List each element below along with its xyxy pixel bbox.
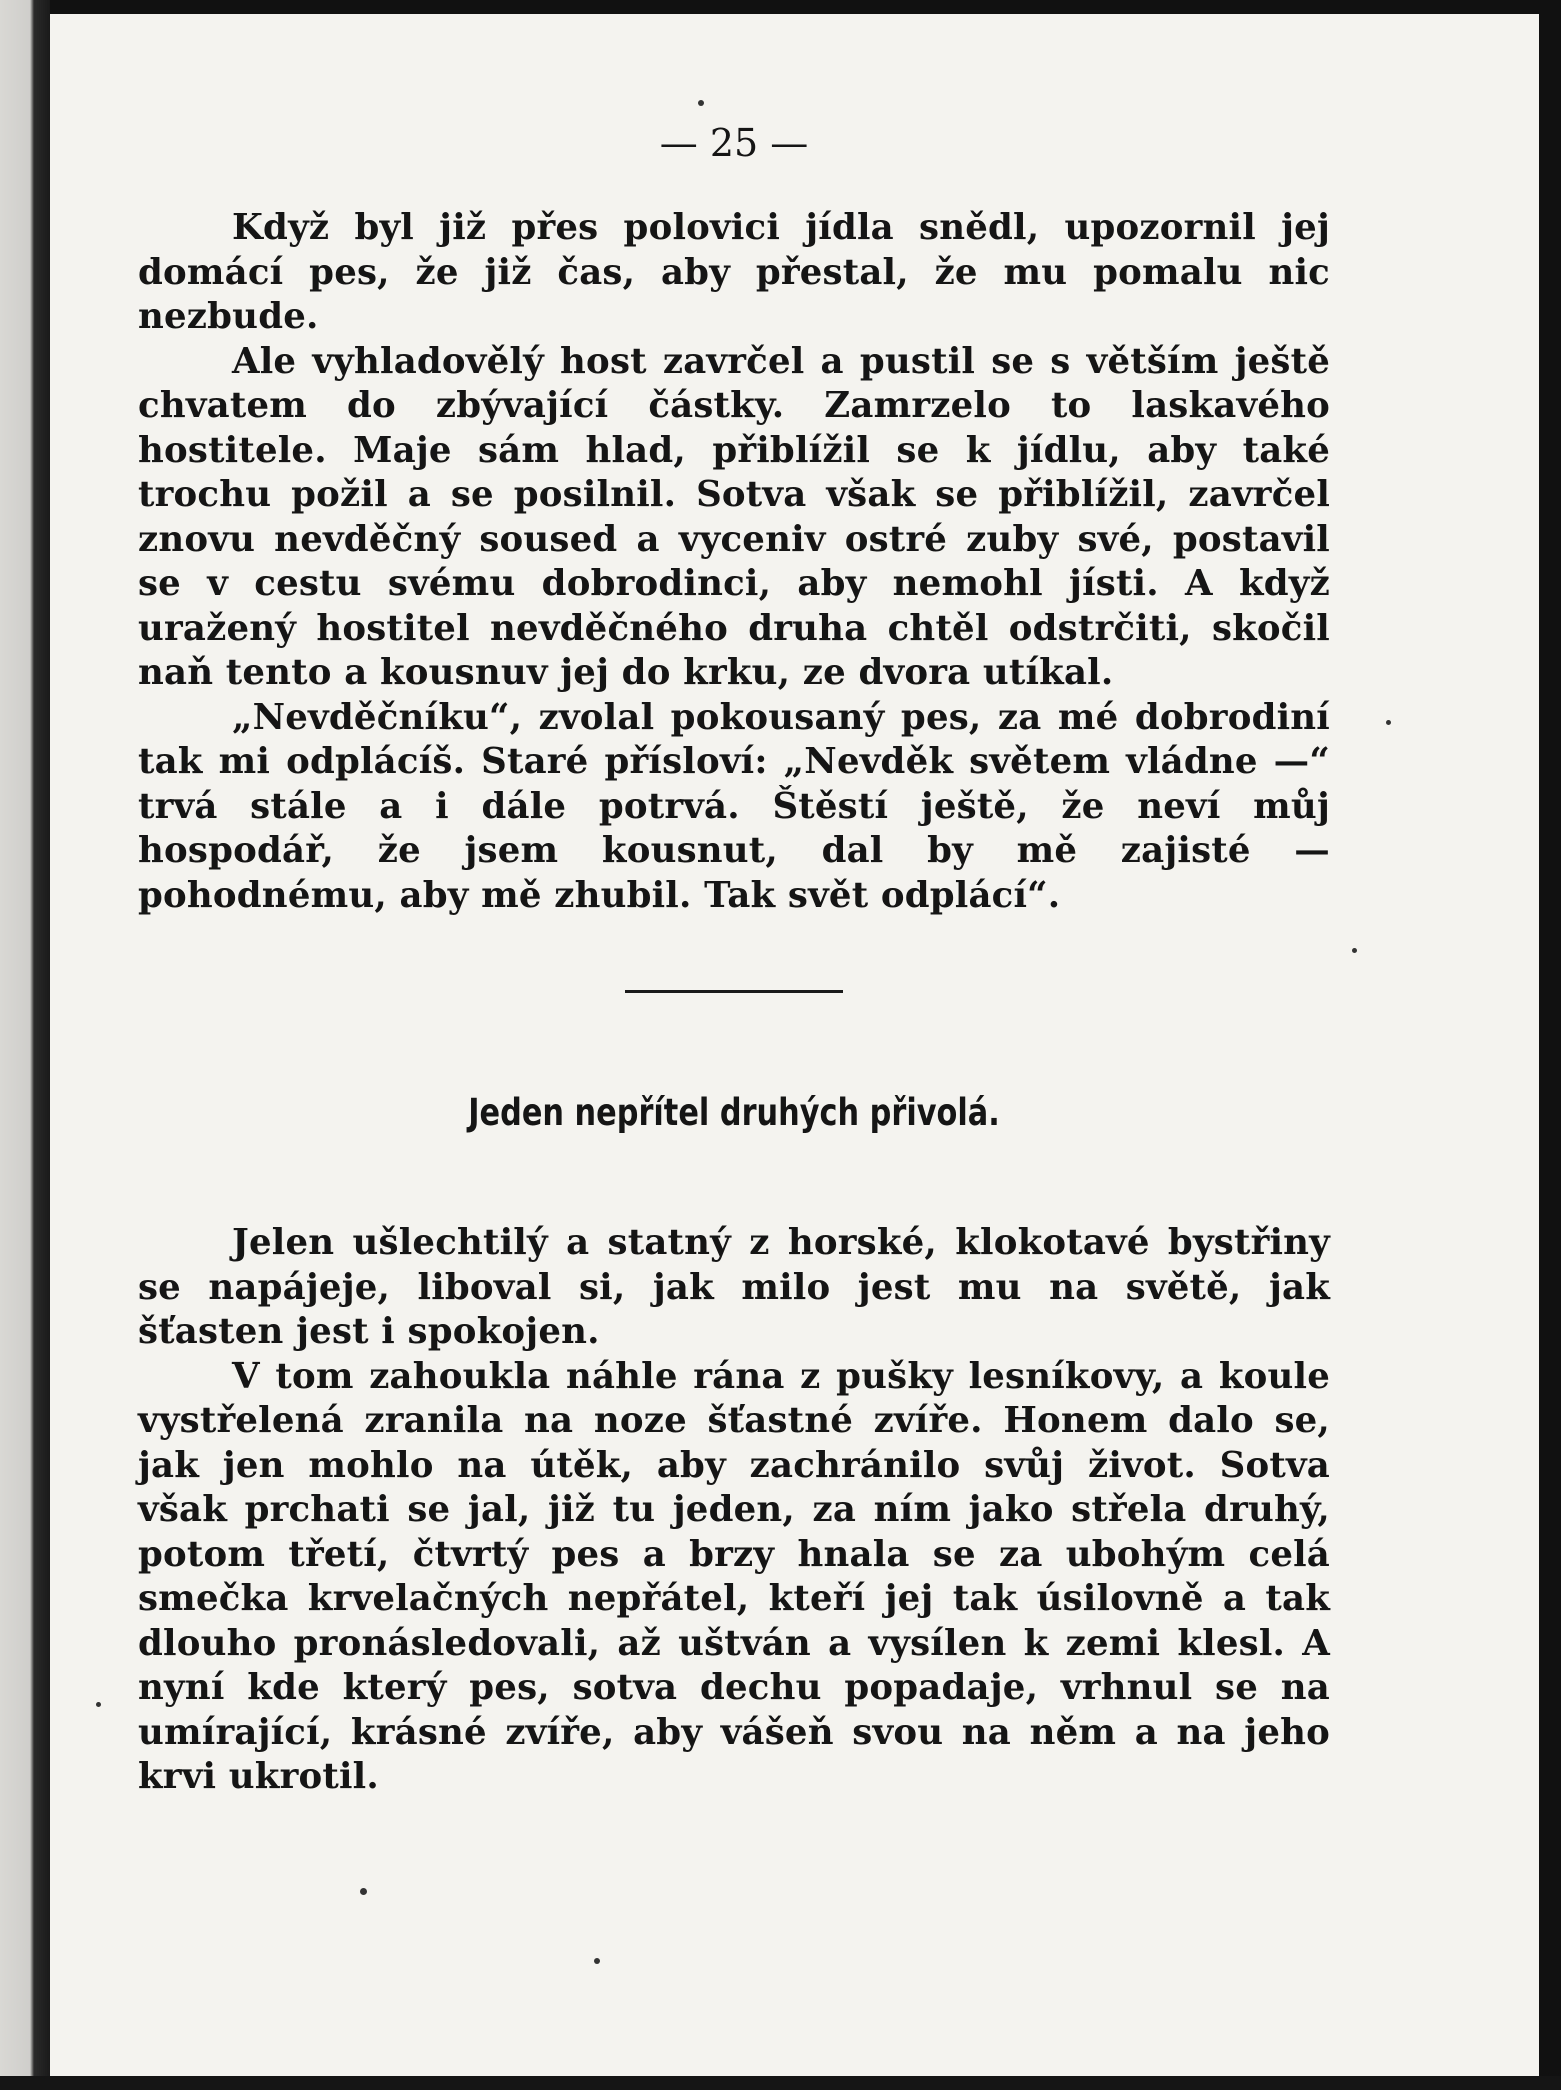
paragraph: Ale vyhladovělý host zavrčel a pustil se s větším ještě chvatem do zbývající částky. Zamrzelo to laskavého hostitele. Maje sám hlad, přiblížil se k jídlu, aby také trochu požil a se posilnil. Sotva však se přiblížil, zavrčel znovu nevděčný soused a vyceniv ostré zuby své, postavil se v cestu svému dobrodinci, aby nemohl jísti. A když uražený hostitel nevděčného druha chtěl odstrčiti, skočil naň tento a kousnuv jej do krku, ze dvora utíkal. [138, 340, 1330, 693]
scan-speck [698, 100, 704, 106]
scan-border-right [1539, 0, 1561, 2090]
paragraph: V tom zahoukla náhle rána z pušky lesníkovy, a koule vystřelená zranila na noze šťastné zvíře. Honem dalo se, jak jen mohlo na útěk, aby zachránilo svůj život. Sotva však prchati se jal, již tu jeden, za ním jako střela druhý, potom třetí, čtvrtý pes a brzy hnala se za ubohým celá smečka krvelačných nepřátel, kteří jej tak úsilovně a tak dlouho pronásledovali, až uštván a vysílen k zemi klesl. A nyní kde který pes, sotva dechu popadaje, vrhnul se na umírající, krásné zvíře, aby vášeň svou na něm a na jeho krvi ukrotil. [138, 1355, 1330, 1797]
story-continuation [138, 206, 1330, 918]
page-number: — 25 — [659, 121, 809, 165]
scan-speck [96, 1702, 101, 1707]
scan-border-bottom [0, 2076, 1561, 2090]
scan-border-left [0, 0, 50, 2090]
story-body [138, 1221, 1330, 1800]
story-title: Jeden nepřítel druhých přivolá. [468, 1091, 1000, 1134]
scan-border-top [0, 0, 1561, 14]
paragraph: „Nevděčníku“, zvolal pokousaný pes, za mé dobrodiní tak mi odplácíš. Staré přísloví: „Nevděk světem vládne —“ trvá stále a i dále potrvá. Štěstí ještě, že neví můj hospodář, že jsem kousnut, dal by mě zajisté — pohodnému, aby mě zhubil. Tak svět odplácí“. [138, 696, 1330, 916]
paragraph: Když byl již přes polovici jídla snědl, upozornil jej domácí pes, že již čas, aby přestal, že mu pomalu nic nezbude. [138, 207, 1330, 337]
scan-speck [594, 1958, 600, 1964]
scan-speck [1386, 720, 1391, 725]
paragraph: Jelen ušlechtilý a statný z horské, klokotavé bystřiny se napájeje, liboval si, jak milo jest mu na světě, jak šťasten jest i spokojen. [138, 1222, 1330, 1352]
scan-speck [360, 1888, 367, 1895]
book-page [138, 120, 1330, 1800]
scan-speck [1352, 948, 1357, 953]
section-divider [625, 990, 843, 993]
